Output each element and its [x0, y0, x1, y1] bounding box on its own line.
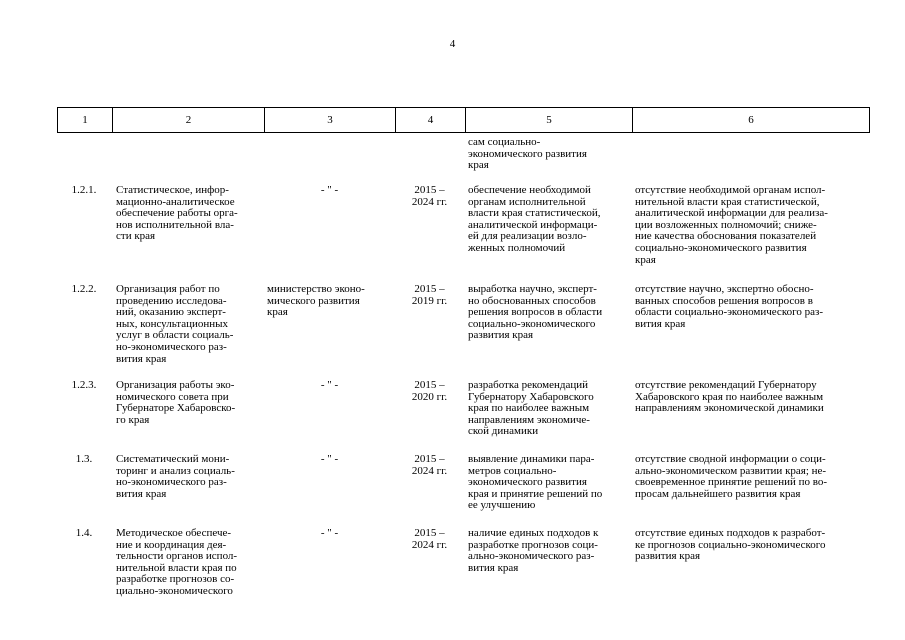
cell-line: мационно-аналитическое: [116, 195, 235, 208]
cell-line: 2015 –: [414, 453, 445, 465]
cell-line: 2019 гг.: [411, 294, 448, 307]
executor-cell: [267, 284, 392, 319]
cell-line: разработке прогнозов со-: [116, 573, 235, 586]
cell-line: Организация работ по: [116, 283, 220, 295]
cell-line: Хабаровского края по наиболее важным: [635, 390, 824, 403]
cell-line: ее улучшению: [468, 499, 536, 512]
cell-line: области социально-экономического раз-: [635, 306, 823, 319]
cell-line: - " -: [320, 527, 339, 539]
item-name-cell: [116, 380, 262, 426]
executor-cell: [267, 380, 392, 392]
header-col-6: 6: [633, 108, 870, 133]
cell-line: отсутствие необходимой органам испол-: [635, 184, 826, 196]
cell-line: ванных способов решения вопросов в: [635, 294, 813, 307]
cell-line: ных, консультационных: [116, 317, 229, 330]
cell-line: выявление динамики пара-: [468, 453, 595, 465]
cell-line: но обоснованных способов: [468, 294, 596, 307]
cell-line: ние и координация дея-: [116, 538, 227, 551]
cell-line: отсутствие научно, экспертно обосно-: [635, 283, 814, 295]
cell-line: просам дальнейшего развития края: [635, 487, 801, 500]
cell-line: Статистическое, инфор-: [116, 184, 229, 196]
cell-line: но-экономического раз-: [116, 340, 227, 353]
cell-line: Губернатору Хабаровского: [468, 390, 594, 403]
cell-line: развития края: [635, 550, 701, 563]
page-number: 4: [449, 38, 456, 50]
item-number-cell: 1.2.1.: [71, 184, 97, 196]
cell-line: своевременное принятие решений по во-: [635, 476, 828, 489]
cell-line: сти края: [116, 230, 156, 243]
consequence-cell: [635, 185, 867, 266]
cell-line: отсутствие сводной информации о соци-: [635, 453, 826, 465]
cell-line: отсутствие рекомендаций Губернатору: [635, 379, 817, 391]
period-cell: [397, 454, 462, 477]
header-row: [58, 108, 870, 133]
table-row: [57, 185, 869, 284]
cell-line: органам исполнительной: [468, 195, 586, 208]
result-cell: [468, 185, 628, 255]
cell-line: нов исполнительной вла-: [116, 218, 234, 231]
cell-line: Методическое обеспече-: [116, 527, 232, 539]
cell-line: разработка рекомендаций: [468, 379, 589, 391]
cell-line: власти края статистической,: [468, 207, 601, 220]
cell-line: ке прогнозов социально-экономического: [635, 538, 826, 551]
header-col-3: 3: [265, 108, 396, 133]
cell-line: развития края: [468, 329, 534, 342]
cell-line: Губернаторе Хабаровско-: [116, 402, 236, 415]
cell-line: женных полномочий: [468, 241, 566, 254]
cell-line: сам социально-: [468, 136, 541, 148]
cell-line: выработка научно, эксперт-: [468, 283, 597, 295]
cell-line: 2024 гг.: [411, 464, 448, 477]
cell-line: го края: [116, 413, 150, 426]
result-cell: [468, 380, 628, 438]
consequence-cell: [635, 454, 867, 500]
cell-line: но-экономического раз-: [116, 476, 227, 489]
cell-line: направлениям экономической динамики: [635, 402, 824, 415]
table-row: [57, 284, 869, 380]
cell-line: номического совета при: [116, 390, 229, 403]
cell-line: услуг в области социаль-: [116, 329, 234, 342]
cell-line: ально-экономическом развитии края; не-: [635, 464, 827, 477]
cell-line: ний, оказанию эксперт-: [116, 306, 226, 319]
result-cell: [468, 454, 628, 512]
cell-line: 2015 –: [414, 283, 445, 295]
period-cell: [397, 528, 462, 551]
cell-line: 2024 гг.: [411, 538, 448, 551]
cell-line: ей для реализации возло-: [468, 230, 587, 243]
cell-line: обеспечение необходимой: [468, 184, 591, 196]
table-header: [57, 107, 870, 133]
continuation-result-cell: [468, 137, 628, 172]
cell-line: тельности органов испол-: [116, 550, 238, 563]
cell-line: аналитической информации для реализа-: [635, 207, 828, 220]
cell-line: нительной власти края по: [116, 561, 237, 574]
cell-line: вития края: [116, 352, 167, 365]
item-number-cell: 1.2.2.: [71, 283, 97, 295]
cell-line: Систематический мони-: [116, 453, 230, 465]
item-name-cell: [116, 454, 262, 500]
item-name-cell: [116, 185, 262, 243]
cell-line: Организация работы эко-: [116, 379, 235, 391]
cell-line: решения вопросов в области: [468, 306, 603, 319]
period-cell: [397, 380, 462, 403]
period-cell: [397, 185, 462, 208]
header-col-4: 4: [396, 108, 466, 133]
item-number-cell: 1.2.3.: [71, 379, 97, 391]
cell-line: наличие единых подходов к: [468, 527, 599, 539]
cell-line: метров социально-: [468, 464, 557, 477]
header-col-5: 5: [466, 108, 633, 133]
cell-line: нительной власти края статистической,: [635, 195, 820, 208]
cell-line: края и принятие решений по: [468, 487, 603, 500]
cell-line: экономического развития: [468, 476, 587, 489]
cell-line: социально-экономического: [468, 317, 596, 330]
cell-line: аналитической информаци-: [468, 218, 598, 231]
result-cell: [468, 284, 628, 342]
item-number-cell: 1.4.: [75, 527, 93, 539]
cell-line: края: [468, 159, 489, 172]
cell-line: экономического развития: [468, 147, 587, 160]
table-row: [57, 528, 869, 608]
executor-cell: [267, 454, 392, 466]
table-row-continuation: [57, 137, 869, 185]
cell-line: ально-экономического раз-: [468, 550, 595, 563]
table-body: [57, 137, 869, 608]
cell-line: отсутствие единых подходов к разработ-: [635, 527, 826, 539]
cell-line: 2015 –: [414, 379, 445, 391]
cell-line: края по наиболее важным: [468, 402, 590, 415]
cell-line: - " -: [320, 453, 339, 465]
cell-line: министерство эконо-: [267, 283, 365, 295]
cell-line: торинг и анализ социаль-: [116, 464, 235, 477]
item-name-cell: [116, 284, 262, 365]
item-name-cell: [116, 528, 262, 598]
cell-line: - " -: [320, 379, 339, 391]
cell-line: социально-экономического развития: [635, 241, 807, 254]
result-cell: [468, 528, 628, 574]
cell-line: циально-экономического: [116, 584, 233, 597]
executor-cell: [267, 185, 392, 197]
consequence-cell: [635, 528, 867, 563]
cell-line: края: [267, 306, 288, 319]
consequence-cell: [635, 380, 867, 415]
period-cell: [397, 284, 462, 307]
cell-line: вития края: [635, 317, 686, 330]
cell-line: 2015 –: [414, 184, 445, 196]
cell-line: ции возложенных полномочий; сниже-: [635, 218, 817, 231]
executor-cell: [267, 528, 392, 540]
cell-line: края: [635, 253, 656, 266]
cell-line: разработке прогнозов соци-: [468, 538, 598, 551]
cell-line: вития края: [468, 561, 519, 574]
header-col-2: 2: [113, 108, 265, 133]
table-row: [57, 454, 869, 528]
cell-line: 2024 гг.: [411, 195, 448, 208]
cell-line: вития края: [116, 487, 167, 500]
cell-line: проведению исследова-: [116, 294, 227, 307]
cell-line: 2020 гг.: [411, 390, 448, 403]
header-col-1: 1: [58, 108, 113, 133]
item-number-cell: 1.3.: [75, 453, 93, 465]
cell-line: 2015 –: [414, 527, 445, 539]
table-rows: [57, 185, 869, 608]
cell-line: мического развития: [267, 294, 360, 307]
cell-line: ской динамики: [468, 425, 539, 438]
cell-line: ние качества обоснования показателей: [635, 230, 817, 243]
consequence-cell: [635, 284, 867, 330]
table-row: [57, 380, 869, 454]
cell-line: обеспечение работы орга-: [116, 207, 238, 220]
cell-line: - " -: [320, 184, 339, 196]
cell-line: направлениям экономиче-: [468, 413, 590, 426]
